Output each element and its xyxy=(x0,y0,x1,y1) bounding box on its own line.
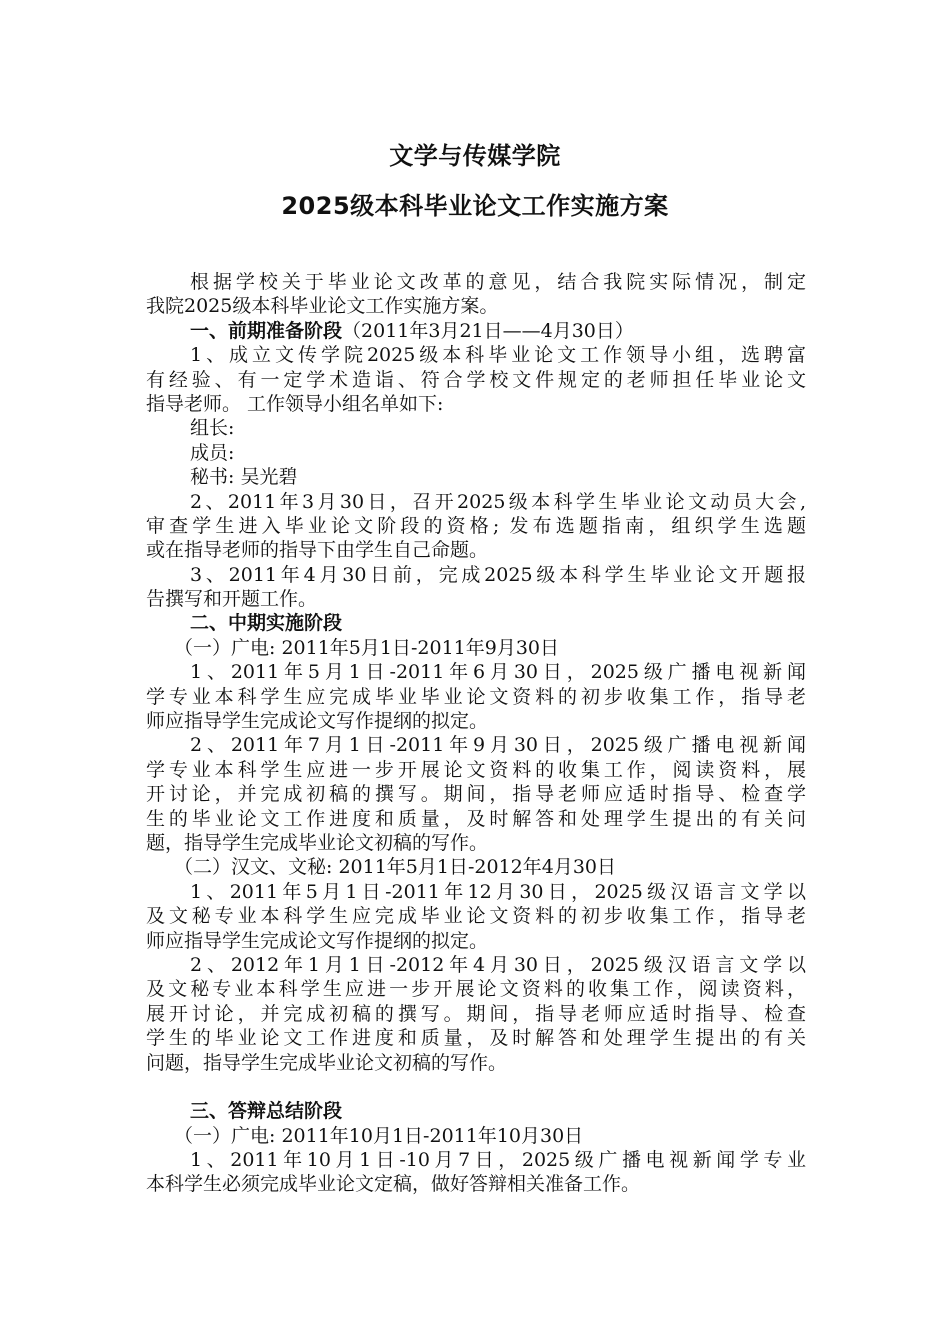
paragraph-line: 师应指导学生完成论文写作提纲的拟定。 xyxy=(146,710,489,733)
section-heading: 三、答辩总结阶段 xyxy=(190,1100,343,1123)
section-heading: 二、中期实施阶段 xyxy=(190,612,343,635)
paragraph-line: 3、2011年4月30日前，完成2025级本科学生毕业论文开题报 xyxy=(190,563,806,586)
paragraph-line: 2、2011年7月1日-2011年9月30日，2025级广播电视新闻 xyxy=(190,734,806,757)
paragraph-line: 2、2011年3月30日，召开2025级本科学生毕业论文动员大会, xyxy=(190,490,806,513)
list-item: 秘书: 吴光碧 xyxy=(190,466,298,489)
paragraph-line: 学专业本科学生应完成毕业毕业论文资料的初步收集工作，指导老 xyxy=(146,685,806,708)
blank-line xyxy=(146,1075,806,1099)
subsection-heading: （二）汉文、文秘: 2011年5月1日-2012年4月30日 xyxy=(174,856,617,879)
paragraph-line: 师应指导学生完成论文写作提纲的拟定。 xyxy=(146,929,489,952)
paragraph-line: 生的毕业论文工作进度和质量，及时解答和处理学生提出的有关问 xyxy=(146,807,806,830)
document-body xyxy=(146,270,806,1197)
paragraph-line: 1、2011年5月1日-2011年6月30日，2025级广播电视新闻 xyxy=(190,661,806,684)
paragraph-line: 1、成立文传学院2025级本科毕业论文工作领导小组，选聘富 xyxy=(190,344,806,367)
paragraph-line: 开讨论，并完成初稿的撰写。期间，指导老师应适时指导、检查学 xyxy=(146,783,806,806)
intro-line: 我院2025级本科毕业论文工作实施方案。 xyxy=(146,295,499,318)
subsection-heading: （一）广电: 2011年5月1日-2011年9月30日 xyxy=(174,636,560,659)
paragraph-line: 1、2011年10月1日-10月7日，2025级广播电视新闻学专业 xyxy=(190,1149,806,1172)
intro-line: 根据学校关于毕业论文改革的意见，结合我院实际情况，制定 xyxy=(190,271,806,293)
paragraph-line: 本科学生必须完成毕业论文定稿，做好答辩相关准备工作。 xyxy=(146,1173,641,1196)
paragraph-line: 2、2012年1月1日-2012年4月30日，2025级汉语言文学以 xyxy=(190,953,806,976)
list-item: 组长: xyxy=(190,417,235,440)
paragraph-line: 有经验、有一定学术造诣、符合学校文件规定的老师担任毕业论文 xyxy=(146,368,806,391)
paragraph-line: 学生的毕业论文工作进度和质量，及时解答和处理学生提出的有关 xyxy=(146,1027,806,1050)
paragraph-line: 1、2011年5月1日-2011年12月30日，2025级汉语言文学以 xyxy=(190,880,806,903)
document-subtitle: 2025级本科毕业论文工作实施方案 xyxy=(281,192,669,220)
paragraph-line: 问题，指导学生完成毕业论文初稿的写作。 xyxy=(146,1051,508,1074)
paragraph-line: 学专业本科学生应进一步开展论文资料的收集工作，阅读资料，展 xyxy=(146,758,806,781)
paragraph-line: 告撰写和开题工作。 xyxy=(146,588,318,611)
paragraph-line: 展开讨论，并完成初稿的撰写。期间，指导老师应适时指导、检查 xyxy=(146,1002,806,1025)
subsection-heading: （一）广电: 2011年10月1日-2011年10月30日 xyxy=(174,1124,584,1147)
paragraph-line: 及文秘专业本科学生应完成毕业论文资料的初步收集工作，指导老 xyxy=(146,905,806,928)
paragraph-line: 或在指导老师的指导下由学生自己命题。 xyxy=(146,539,489,562)
section-title: 一、前期准备阶段 xyxy=(190,319,343,342)
paragraph-line: 及文秘专业本科学生应进一步开展论文资料的收集工作，阅读资料， xyxy=(146,978,806,1001)
section-heading xyxy=(146,319,806,343)
list-item: 成员: xyxy=(190,441,235,464)
paragraph-line: 指导老师。 工作领导小组名单如下: xyxy=(146,392,444,415)
paragraph-line: 审查学生进入毕业论文阶段的资格; 发布选题指南，组织学生选题 xyxy=(146,514,806,537)
paragraph-line: 题，指导学生完成毕业论文初稿的写作。 xyxy=(146,831,489,854)
document-title: 文学与传媒学院 xyxy=(389,142,561,170)
section-dates: （2011年3月21日——4月30日） xyxy=(342,319,634,342)
